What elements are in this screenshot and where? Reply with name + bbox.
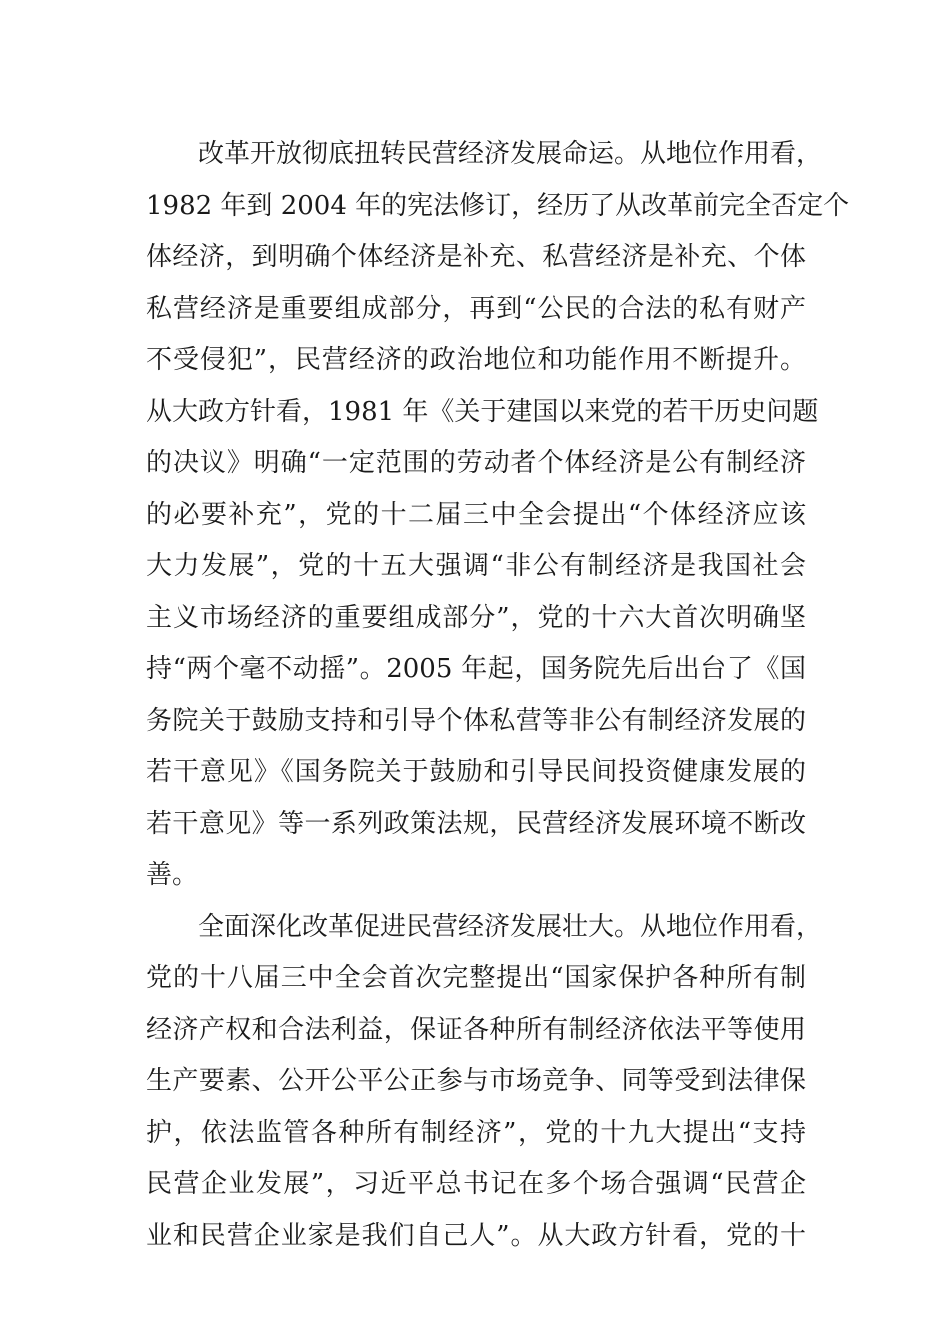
paragraph-1-line-2: 1982 年到 2004 年的宪法修订，经历了从改革前完全否定个	[146, 191, 850, 221]
paragraph-1-line-4: 私营经济是重要组成部分，再到“公民的合法的私有财产	[146, 294, 806, 324]
paragraph-1-line-14: 若干意见》等一系列政策法规，民营经济发展环境不断改	[146, 809, 806, 839]
paragraph-2-line-3: 经济产权和合法利益，保证各种所有制经济依法平等使用	[146, 1015, 806, 1045]
paragraph-2-line-5: 护，依法监管各种所有制经济”，党的十九大提出“支持	[146, 1118, 806, 1148]
paragraph-1-line-11: 持“两个毫不动摇”。2005 年起，国务院先后出台了《国	[146, 654, 806, 684]
paragraph-1-line-5: 不受侵犯”，民营经济的政治地位和功能作用不断提升。	[146, 345, 806, 375]
paragraph-2-line-2: 党的十八届三中全会首次完整提出“国家保护各种所有制	[146, 963, 806, 993]
paragraph-1-line-8: 的必要补充”，党的十二届三中全会提出“个体经济应该	[146, 500, 806, 530]
paragraph-2-line-7: 业和民营企业家是我们自己人”。从大政方针看，党的十	[146, 1221, 806, 1251]
paragraph-1-line-10: 主义市场经济的重要组成部分”，党的十六大首次明确坚	[146, 603, 806, 633]
paragraph-1-line-3: 体经济，到明确个体经济是补充、私营经济是补充、个体	[146, 242, 806, 272]
paragraph-2-line-4: 生产要素、公开公平公正参与市场竞争、同等受到法律保	[146, 1066, 806, 1096]
paragraph-2-line-6: 民营企业发展”，习近平总书记在多个场合强调“民营企	[146, 1169, 806, 1199]
paragraph-1-line-13: 若干意见》《国务院关于鼓励和引导民间投资健康发展的	[146, 757, 806, 787]
paragraph-2-line-1: 全面深化改革促进民营经济发展壮大。从地位作用看，	[198, 912, 823, 942]
paragraph-1-line-7: 的决议》明确“一定范围的劳动者个体经济是公有制经济	[146, 448, 806, 478]
paragraph-1-line-6: 从大政方针看，1981 年《关于建国以来党的若干历史问题	[146, 397, 819, 427]
paragraph-1-line-9: 大力发展”，党的十五大强调“非公有制经济是我国社会	[146, 551, 806, 581]
paragraph-1-line-1: 改革开放彻底扭转民营经济发展命运。从地位作用看，	[198, 139, 823, 169]
paragraph-1-line-12: 务院关于鼓励支持和引导个体私营等非公有制经济发展的	[146, 706, 806, 736]
paragraph-1-line-15: 善。	[146, 860, 199, 890]
